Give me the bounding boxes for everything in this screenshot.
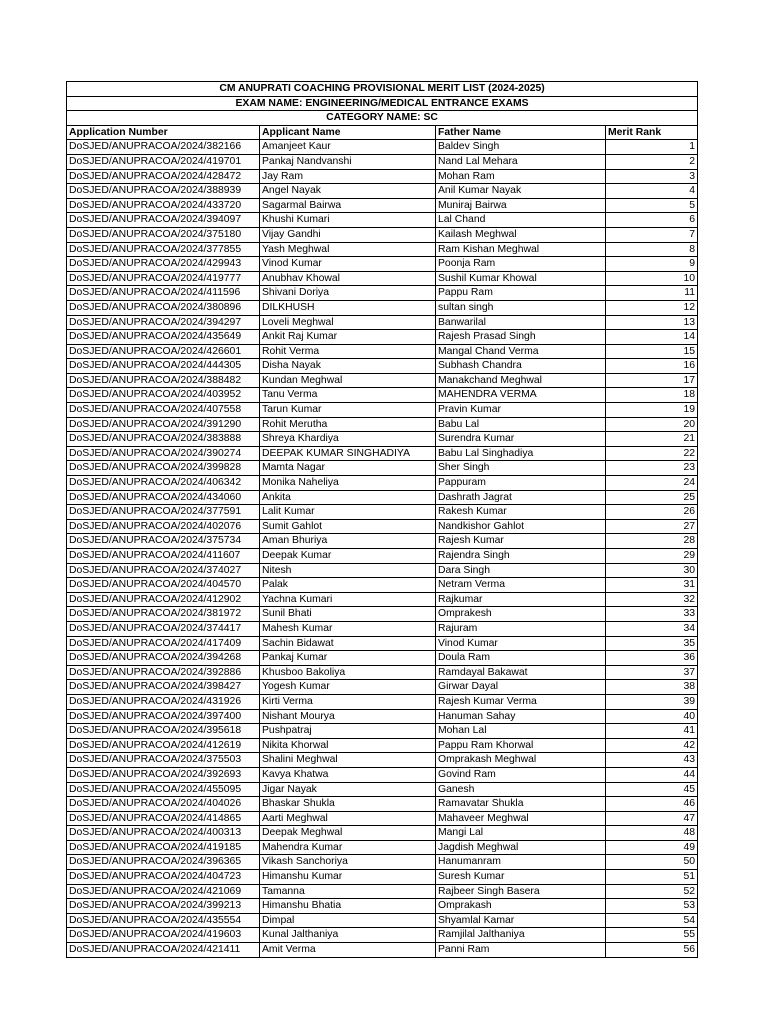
table-row xyxy=(67,665,698,680)
merit-rank-cell: 55 xyxy=(606,928,698,943)
father-name-cell: Manakchand Meghwal xyxy=(436,373,606,388)
applicant-name-cell: Aman Bhuriya xyxy=(260,534,436,549)
table-row xyxy=(67,870,698,885)
applicant-name-cell: Lalit Kumar xyxy=(260,505,436,520)
merit-rank-cell: 17 xyxy=(606,373,698,388)
merit-rank-cell: 24 xyxy=(606,476,698,491)
table-row xyxy=(67,388,698,403)
merit-rank-cell: 6 xyxy=(606,213,698,228)
father-name-cell: Dashrath Jagrat xyxy=(436,490,606,505)
application-number-cell: DoSJED/ANUPRACOA/2024/395618 xyxy=(67,724,260,739)
applicant-name-cell: Anubhav Khowal xyxy=(260,271,436,286)
merit-rank-cell: 16 xyxy=(606,359,698,374)
application-number-cell: DoSJED/ANUPRACOA/2024/406342 xyxy=(67,476,260,491)
applicant-name-cell: Himanshu Bhatia xyxy=(260,899,436,914)
applicant-name-cell: Ankit Raj Kumar xyxy=(260,330,436,345)
applicant-name-cell: Yash Meghwal xyxy=(260,242,436,257)
applicant-name-cell: Sumit Gahlot xyxy=(260,519,436,534)
applicant-name-cell: Amit Verma xyxy=(260,943,436,958)
application-number-cell: DoSJED/ANUPRACOA/2024/421069 xyxy=(67,884,260,899)
father-name-cell: Suresh Kumar xyxy=(436,870,606,885)
father-name-cell: Govind Ram xyxy=(436,767,606,782)
table-row xyxy=(67,344,698,359)
application-number-cell: DoSJED/ANUPRACOA/2024/388939 xyxy=(67,184,260,199)
father-name-cell: Omprakash xyxy=(436,899,606,914)
merit-rank-cell: 53 xyxy=(606,899,698,914)
exam-name: EXAM NAME: ENGINEERING/MEDICAL ENTRANCE EXAMS xyxy=(67,96,698,111)
application-number-cell: DoSJED/ANUPRACOA/2024/390274 xyxy=(67,446,260,461)
application-number-cell: DoSJED/ANUPRACOA/2024/404723 xyxy=(67,870,260,885)
merit-rank-cell: 15 xyxy=(606,344,698,359)
father-name-cell: Pappu Ram xyxy=(436,286,606,301)
merit-rank-cell: 4 xyxy=(606,184,698,199)
father-name-cell: Ganesh xyxy=(436,782,606,797)
merit-rank-cell: 32 xyxy=(606,592,698,607)
father-name-cell: Rajesh Kumar xyxy=(436,534,606,549)
father-name-cell: Omprakash Meghwal xyxy=(436,753,606,768)
applicant-name-cell: Shivani Doriya xyxy=(260,286,436,301)
merit-rank-cell: 19 xyxy=(606,403,698,418)
applicant-name-cell: Kirti Verma xyxy=(260,694,436,709)
application-number-cell: DoSJED/ANUPRACOA/2024/433720 xyxy=(67,198,260,213)
merit-rank-cell: 23 xyxy=(606,461,698,476)
table-row xyxy=(67,257,698,272)
father-name-cell: Panni Ram xyxy=(436,943,606,958)
application-number-cell: DoSJED/ANUPRACOA/2024/399213 xyxy=(67,899,260,914)
table-row xyxy=(67,928,698,943)
table-row xyxy=(67,227,698,242)
father-name-cell: sultan singh xyxy=(436,300,606,315)
merit-rank-cell: 14 xyxy=(606,330,698,345)
table-row xyxy=(67,432,698,447)
table-row xyxy=(67,899,698,914)
applicant-name-cell: Himanshu Kumar xyxy=(260,870,436,885)
table-row xyxy=(67,563,698,578)
applicant-name-cell: Mahendra Kumar xyxy=(260,840,436,855)
applicant-name-cell: Loveli Meghwal xyxy=(260,315,436,330)
application-number-cell: DoSJED/ANUPRACOA/2024/429943 xyxy=(67,257,260,272)
merit-rank-cell: 25 xyxy=(606,490,698,505)
table-row xyxy=(67,169,698,184)
applicant-name-cell: Pankaj Nandvanshi xyxy=(260,154,436,169)
application-number-cell: DoSJED/ANUPRACOA/2024/399828 xyxy=(67,461,260,476)
father-name-cell: Baldev Singh xyxy=(436,140,606,155)
applicant-name-cell: Mamta Nagar xyxy=(260,461,436,476)
applicant-name-cell: Aarti Meghwal xyxy=(260,811,436,826)
column-header-application-number: Application Number xyxy=(67,125,260,140)
table-row xyxy=(67,607,698,622)
father-name-cell: Muniraj Bairwa xyxy=(436,198,606,213)
applicant-name-cell: Vinod Kumar xyxy=(260,257,436,272)
application-number-cell: DoSJED/ANUPRACOA/2024/392886 xyxy=(67,665,260,680)
application-number-cell: DoSJED/ANUPRACOA/2024/404570 xyxy=(67,578,260,593)
merit-rank-cell: 44 xyxy=(606,767,698,782)
category-name: CATEGORY NAME: SC xyxy=(67,111,698,126)
merit-rank-cell: 9 xyxy=(606,257,698,272)
applicant-name-cell: Palak xyxy=(260,578,436,593)
merit-rank-cell: 49 xyxy=(606,840,698,855)
application-number-cell: DoSJED/ANUPRACOA/2024/428472 xyxy=(67,169,260,184)
applicant-name-cell: Mahesh Kumar xyxy=(260,621,436,636)
merit-rank-cell: 12 xyxy=(606,300,698,315)
father-name-cell: Mohan Lal xyxy=(436,724,606,739)
table-row xyxy=(67,373,698,388)
father-name-cell: Rakesh Kumar xyxy=(436,505,606,520)
merit-rank-cell: 8 xyxy=(606,242,698,257)
applicant-name-cell: Rohit Verma xyxy=(260,344,436,359)
applicant-name-cell: Tamanna xyxy=(260,884,436,899)
merit-rank-cell: 3 xyxy=(606,169,698,184)
merit-rank-cell: 33 xyxy=(606,607,698,622)
table-row xyxy=(67,651,698,666)
applicant-name-cell: DILKHUSH xyxy=(260,300,436,315)
merit-rank-cell: 50 xyxy=(606,855,698,870)
application-number-cell: DoSJED/ANUPRACOA/2024/455095 xyxy=(67,782,260,797)
document-title: CM ANUPRATI COACHING PROVISIONAL MERIT LIST (2024-2025) xyxy=(67,82,698,97)
table-row xyxy=(67,534,698,549)
column-header-merit-rank: Merit Rank xyxy=(606,125,698,140)
father-name-cell: MAHENDRA VERMA xyxy=(436,388,606,403)
application-number-cell: DoSJED/ANUPRACOA/2024/374417 xyxy=(67,621,260,636)
merit-rank-cell: 18 xyxy=(606,388,698,403)
merit-rank-cell: 47 xyxy=(606,811,698,826)
application-number-cell: DoSJED/ANUPRACOA/2024/397400 xyxy=(67,709,260,724)
father-name-cell: Banwarilal xyxy=(436,315,606,330)
application-number-cell: DoSJED/ANUPRACOA/2024/426601 xyxy=(67,344,260,359)
merit-rank-cell: 48 xyxy=(606,826,698,841)
application-number-cell: DoSJED/ANUPRACOA/2024/396365 xyxy=(67,855,260,870)
father-name-cell: Nand Lal Mehara xyxy=(436,154,606,169)
father-name-cell: Vinod Kumar xyxy=(436,636,606,651)
applicant-name-cell: Sunil Bhati xyxy=(260,607,436,622)
merit-rank-cell: 39 xyxy=(606,694,698,709)
merit-rank-cell: 54 xyxy=(606,913,698,928)
merit-rank-cell: 1 xyxy=(606,140,698,155)
application-number-cell: DoSJED/ANUPRACOA/2024/404026 xyxy=(67,797,260,812)
table-row xyxy=(67,490,698,505)
applicant-name-cell: Pankaj Kumar xyxy=(260,651,436,666)
table-row xyxy=(67,680,698,695)
table-row xyxy=(67,476,698,491)
father-name-cell: Sushil Kumar Khowal xyxy=(436,271,606,286)
merit-rank-cell: 5 xyxy=(606,198,698,213)
column-header-applicant-name: Applicant Name xyxy=(260,125,436,140)
merit-rank-cell: 30 xyxy=(606,563,698,578)
application-number-cell: DoSJED/ANUPRACOA/2024/400313 xyxy=(67,826,260,841)
merit-rank-cell: 29 xyxy=(606,549,698,564)
table-row xyxy=(67,286,698,301)
applicant-name-cell: Sachin Bidawat xyxy=(260,636,436,651)
applicant-name-cell: Kavya Khatwa xyxy=(260,767,436,782)
merit-rank-cell: 46 xyxy=(606,797,698,812)
father-name-cell: Hanuman Sahay xyxy=(436,709,606,724)
merit-rank-cell: 26 xyxy=(606,505,698,520)
father-name-cell: Rajkumar xyxy=(436,592,606,607)
table-row xyxy=(67,198,698,213)
merit-rank-cell: 40 xyxy=(606,709,698,724)
table-row xyxy=(67,782,698,797)
father-name-cell: Shyamlal Kamar xyxy=(436,913,606,928)
father-name-cell: Rajesh Kumar Verma xyxy=(436,694,606,709)
applicant-name-cell: Kunal Jalthaniya xyxy=(260,928,436,943)
merit-rank-cell: 38 xyxy=(606,680,698,695)
merit-rank-cell: 34 xyxy=(606,621,698,636)
application-number-cell: DoSJED/ANUPRACOA/2024/435554 xyxy=(67,913,260,928)
table-row xyxy=(67,753,698,768)
father-name-cell: Sher Singh xyxy=(436,461,606,476)
application-number-cell: DoSJED/ANUPRACOA/2024/419777 xyxy=(67,271,260,286)
application-number-cell: DoSJED/ANUPRACOA/2024/374027 xyxy=(67,563,260,578)
merit-rank-cell: 42 xyxy=(606,738,698,753)
application-number-cell: DoSJED/ANUPRACOA/2024/377591 xyxy=(67,505,260,520)
father-name-cell: Mahaveer Meghwal xyxy=(436,811,606,826)
applicant-name-cell: Shalini Meghwal xyxy=(260,753,436,768)
application-number-cell: DoSJED/ANUPRACOA/2024/377855 xyxy=(67,242,260,257)
merit-rank-cell: 27 xyxy=(606,519,698,534)
application-number-cell: DoSJED/ANUPRACOA/2024/431926 xyxy=(67,694,260,709)
table-row xyxy=(67,315,698,330)
exam-row xyxy=(67,96,698,111)
application-number-cell: DoSJED/ANUPRACOA/2024/391290 xyxy=(67,417,260,432)
application-number-cell: DoSJED/ANUPRACOA/2024/419701 xyxy=(67,154,260,169)
father-name-cell: Dara Singh xyxy=(436,563,606,578)
father-name-cell: Rajuram xyxy=(436,621,606,636)
merit-rank-cell: 28 xyxy=(606,534,698,549)
applicant-name-cell: Bhaskar Shukla xyxy=(260,797,436,812)
application-number-cell: DoSJED/ANUPRACOA/2024/398427 xyxy=(67,680,260,695)
merit-list-table xyxy=(66,81,698,958)
father-name-cell: Pappu Ram Khorwal xyxy=(436,738,606,753)
table-row xyxy=(67,417,698,432)
application-number-cell: DoSJED/ANUPRACOA/2024/434060 xyxy=(67,490,260,505)
applicant-name-cell: Vijay Gandhi xyxy=(260,227,436,242)
application-number-cell: DoSJED/ANUPRACOA/2024/403952 xyxy=(67,388,260,403)
table-row xyxy=(67,913,698,928)
table-row xyxy=(67,694,698,709)
table-row xyxy=(67,797,698,812)
application-number-cell: DoSJED/ANUPRACOA/2024/392693 xyxy=(67,767,260,782)
table-row xyxy=(67,403,698,418)
father-name-cell: Mangal Chand Verma xyxy=(436,344,606,359)
applicant-name-cell: Sagarmal Bairwa xyxy=(260,198,436,213)
application-number-cell: DoSJED/ANUPRACOA/2024/421411 xyxy=(67,943,260,958)
merit-rank-cell: 20 xyxy=(606,417,698,432)
applicant-name-cell: Kundan Meghwal xyxy=(260,373,436,388)
application-number-cell: DoSJED/ANUPRACOA/2024/414865 xyxy=(67,811,260,826)
applicant-name-cell: Khusboo Bakoliya xyxy=(260,665,436,680)
application-number-cell: DoSJED/ANUPRACOA/2024/381972 xyxy=(67,607,260,622)
application-number-cell: DoSJED/ANUPRACOA/2024/388482 xyxy=(67,373,260,388)
application-number-cell: DoSJED/ANUPRACOA/2024/417409 xyxy=(67,636,260,651)
application-number-cell: DoSJED/ANUPRACOA/2024/382166 xyxy=(67,140,260,155)
application-number-cell: DoSJED/ANUPRACOA/2024/444305 xyxy=(67,359,260,374)
applicant-name-cell: Jigar Nayak xyxy=(260,782,436,797)
application-number-cell: DoSJED/ANUPRACOA/2024/407558 xyxy=(67,403,260,418)
applicant-name-cell: Shreya Khardiya xyxy=(260,432,436,447)
father-name-cell: Rajbeer Singh Basera xyxy=(436,884,606,899)
merit-rank-cell: 43 xyxy=(606,753,698,768)
table-row xyxy=(67,549,698,564)
father-name-cell: Lal Chand xyxy=(436,213,606,228)
merit-rank-cell: 51 xyxy=(606,870,698,885)
merit-rank-cell: 41 xyxy=(606,724,698,739)
applicant-name-cell: Tarun Kumar xyxy=(260,403,436,418)
table-row xyxy=(67,461,698,476)
merit-rank-cell: 10 xyxy=(606,271,698,286)
father-name-cell: Nandkishor Gahlot xyxy=(436,519,606,534)
table-row xyxy=(67,446,698,461)
table-row xyxy=(67,709,698,724)
applicant-name-cell: Amanjeet Kaur xyxy=(260,140,436,155)
father-name-cell: Rajendra Singh xyxy=(436,549,606,564)
father-name-cell: Subhash Chandra xyxy=(436,359,606,374)
table-row xyxy=(67,840,698,855)
table-row xyxy=(67,636,698,651)
father-name-cell: Surendra Kumar xyxy=(436,432,606,447)
application-number-cell: DoSJED/ANUPRACOA/2024/411596 xyxy=(67,286,260,301)
column-header-father-name: Father Name xyxy=(436,125,606,140)
table-row xyxy=(67,140,698,155)
father-name-cell: Mangi Lal xyxy=(436,826,606,841)
merit-rank-cell: 11 xyxy=(606,286,698,301)
father-name-cell: Kailash Meghwal xyxy=(436,227,606,242)
father-name-cell: Doula Ram xyxy=(436,651,606,666)
application-number-cell: DoSJED/ANUPRACOA/2024/412619 xyxy=(67,738,260,753)
merit-rank-cell: 21 xyxy=(606,432,698,447)
table-row xyxy=(67,621,698,636)
table-row xyxy=(67,213,698,228)
merit-rank-cell: 37 xyxy=(606,665,698,680)
applicant-name-cell: DEEPAK KUMAR SINGHADIYA xyxy=(260,446,436,461)
table-row xyxy=(67,300,698,315)
merit-rank-cell: 22 xyxy=(606,446,698,461)
applicant-name-cell: Vikash Sanchoriya xyxy=(260,855,436,870)
application-number-cell: DoSJED/ANUPRACOA/2024/394268 xyxy=(67,651,260,666)
applicant-name-cell: Tanu Verma xyxy=(260,388,436,403)
table-row xyxy=(67,154,698,169)
merit-rank-cell: 7 xyxy=(606,227,698,242)
application-number-cell: DoSJED/ANUPRACOA/2024/375734 xyxy=(67,534,260,549)
father-name-cell: Pappuram xyxy=(436,476,606,491)
applicant-name-cell: Jay Ram xyxy=(260,169,436,184)
father-name-cell: Babu Lal xyxy=(436,417,606,432)
application-number-cell: DoSJED/ANUPRACOA/2024/375180 xyxy=(67,227,260,242)
applicant-name-cell: Deepak Meghwal xyxy=(260,826,436,841)
table-row xyxy=(67,855,698,870)
applicant-name-cell: Ankita xyxy=(260,490,436,505)
application-number-cell: DoSJED/ANUPRACOA/2024/380896 xyxy=(67,300,260,315)
merit-rank-cell: 2 xyxy=(606,154,698,169)
application-number-cell: DoSJED/ANUPRACOA/2024/383888 xyxy=(67,432,260,447)
application-number-cell: DoSJED/ANUPRACOA/2024/419185 xyxy=(67,840,260,855)
table-row xyxy=(67,242,698,257)
table-row xyxy=(67,578,698,593)
father-name-cell: Babu Lal Singhadiya xyxy=(436,446,606,461)
father-name-cell: Pravin Kumar xyxy=(436,403,606,418)
merit-rank-cell: 31 xyxy=(606,578,698,593)
applicant-name-cell: Nikita Khorwal xyxy=(260,738,436,753)
application-number-cell: DoSJED/ANUPRACOA/2024/419603 xyxy=(67,928,260,943)
application-number-cell: DoSJED/ANUPRACOA/2024/394297 xyxy=(67,315,260,330)
table-row xyxy=(67,884,698,899)
table-row xyxy=(67,505,698,520)
merit-rank-cell: 45 xyxy=(606,782,698,797)
merit-rank-cell: 35 xyxy=(606,636,698,651)
table-row xyxy=(67,359,698,374)
applicant-name-cell: Rohit Merutha xyxy=(260,417,436,432)
father-name-cell: Hanumanram xyxy=(436,855,606,870)
applicant-name-cell: Khushi Kumari xyxy=(260,213,436,228)
merit-rank-cell: 56 xyxy=(606,943,698,958)
table-row xyxy=(67,943,698,958)
table-row xyxy=(67,826,698,841)
applicant-name-cell: Deepak Kumar xyxy=(260,549,436,564)
application-number-cell: DoSJED/ANUPRACOA/2024/435649 xyxy=(67,330,260,345)
father-name-cell: Mohan Ram xyxy=(436,169,606,184)
father-name-cell: Ramjilal Jalthaniya xyxy=(436,928,606,943)
application-number-cell: DoSJED/ANUPRACOA/2024/394097 xyxy=(67,213,260,228)
applicant-name-cell: Nitesh xyxy=(260,563,436,578)
application-number-cell: DoSJED/ANUPRACOA/2024/402076 xyxy=(67,519,260,534)
table-row xyxy=(67,724,698,739)
table-row xyxy=(67,184,698,199)
merit-list-body xyxy=(67,82,698,958)
title-row xyxy=(67,82,698,97)
father-name-cell: Rajesh Prasad Singh xyxy=(436,330,606,345)
application-number-cell: DoSJED/ANUPRACOA/2024/411607 xyxy=(67,549,260,564)
table-row xyxy=(67,811,698,826)
applicant-name-cell: Nishant Mourya xyxy=(260,709,436,724)
applicant-name-cell: Dimpal xyxy=(260,913,436,928)
father-name-cell: Omprakesh xyxy=(436,607,606,622)
father-name-cell: Netram Verma xyxy=(436,578,606,593)
application-number-cell: DoSJED/ANUPRACOA/2024/375503 xyxy=(67,753,260,768)
applicant-name-cell: Yogesh Kumar xyxy=(260,680,436,695)
father-name-cell: Ramavatar Shukla xyxy=(436,797,606,812)
father-name-cell: Girwar Dayal xyxy=(436,680,606,695)
father-name-cell: Poonja Ram xyxy=(436,257,606,272)
applicant-name-cell: Yachna Kumari xyxy=(260,592,436,607)
merit-rank-cell: 36 xyxy=(606,651,698,666)
column-header-row xyxy=(67,125,698,140)
table-row xyxy=(67,519,698,534)
category-row xyxy=(67,111,698,126)
father-name-cell: Jagdish Meghwal xyxy=(436,840,606,855)
merit-rank-cell: 52 xyxy=(606,884,698,899)
table-row xyxy=(67,330,698,345)
table-row xyxy=(67,592,698,607)
applicant-name-cell: Disha Nayak xyxy=(260,359,436,374)
father-name-cell: Anil Kumar Nayak xyxy=(436,184,606,199)
table-row xyxy=(67,767,698,782)
father-name-cell: Ramdayal Bakawat xyxy=(436,665,606,680)
father-name-cell: Ram Kishan Meghwal xyxy=(436,242,606,257)
applicant-name-cell: Monika Naheliya xyxy=(260,476,436,491)
application-number-cell: DoSJED/ANUPRACOA/2024/412902 xyxy=(67,592,260,607)
applicant-name-cell: Angel Nayak xyxy=(260,184,436,199)
merit-rank-cell: 13 xyxy=(606,315,698,330)
applicant-name-cell: Pushpatraj xyxy=(260,724,436,739)
table-row xyxy=(67,738,698,753)
table-row xyxy=(67,271,698,286)
